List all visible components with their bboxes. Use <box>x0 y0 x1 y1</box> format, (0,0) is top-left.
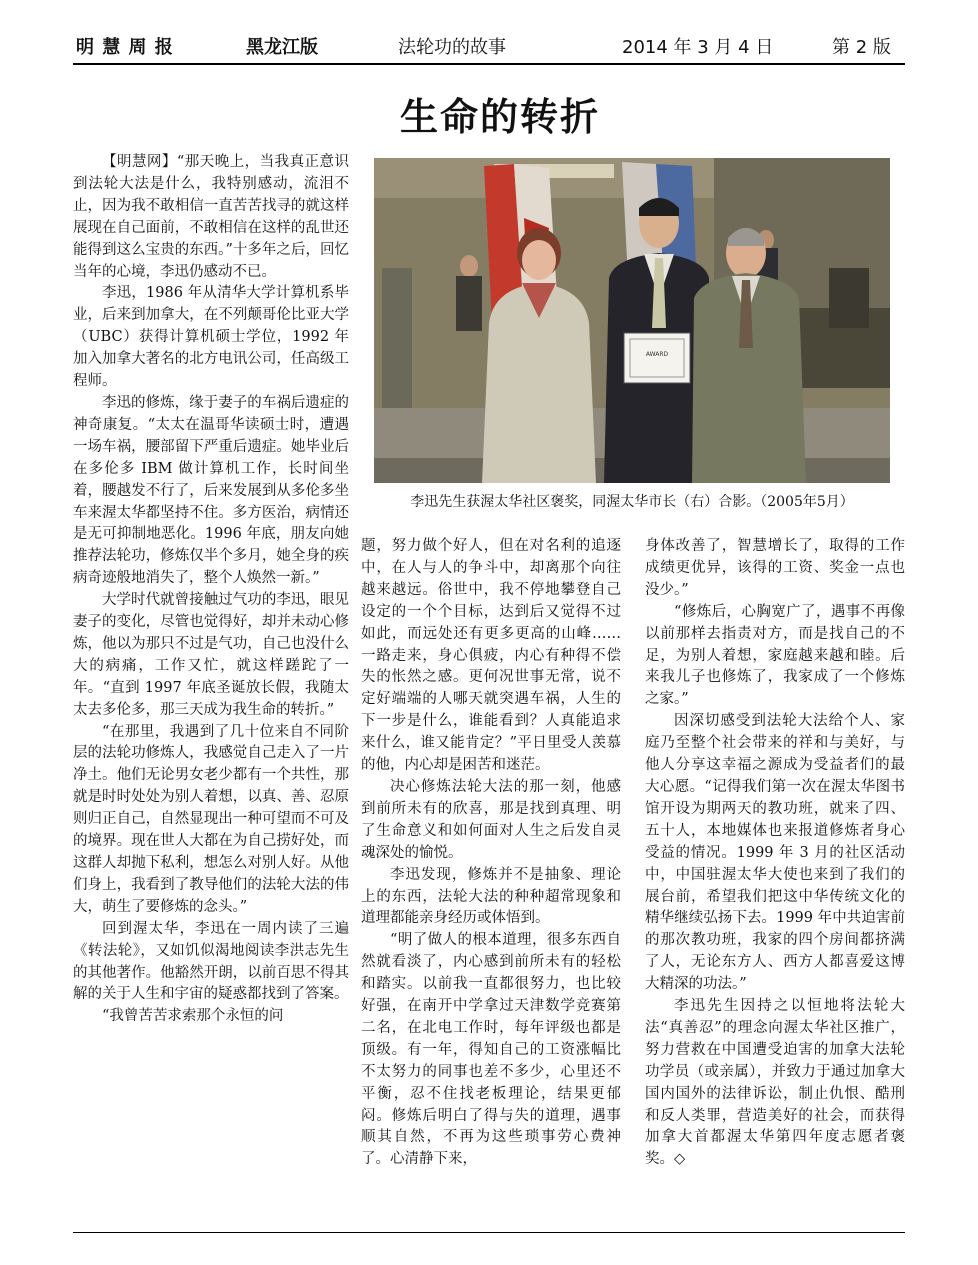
photo-caption: 李迅先生获渥太华社区褒奖，同渥太华市长（右）合影。（2005年5月） <box>410 494 854 510</box>
article-title: 生命的转折 <box>399 95 600 139</box>
paragraph: “明了做人的根本道理，很多东西自然就看淡了，内心感到前所未有的轻松和踏实。以前我一直都很努力，也比较好强，在南开中学拿过天津数学竞赛第二名，在北电工作时，每年评级也都是顶级。有一年，得知自己的工资涨幅比不太努力的同事也差不多少，心里还不平衡，忍不住找老板理论，结果更郁闷。修炼后明白了得与失的道理，遇事顺其自然，不再为这些琐事劳心费神了。心清静下来， <box>361 932 621 1168</box>
award-photo <box>374 158 890 483</box>
paragraph: “在那里，我遇到了几十位来自不同阶层的法轮功修炼人，我感觉自己走入了一片净土。他们无论男女老少都有一个共性，那就是时时处处为别人着想，以真、善、忍原则归正自己，自然显现出一种可望而不可及的境界。现在世人大都在为自己捞好处，而这群人却抛下私利，想怎么对别人好。从他们身上，我看到了教导他们的法轮大法的伟大，萌生了要修炼的念头。” <box>73 723 349 915</box>
paragraph: 身体改善了，智慧增长了，取得的工作成绩更优异，该得的工资、奖金一点也没少。” <box>645 538 905 598</box>
edition-label: 黑龙江版 <box>246 37 318 58</box>
paragraph: 大学时代就曾接触过气功的李迅，眼见妻子的变化，尽管也觉得好，却并未动心修炼，他以为那只不过是气功，自己也没什么大的病痛，工作又忙，就这样蹉跎了一年。“直到 1997 年底圣诞放长假，我随太太去多伦多，那三天成为我生命的转折。” <box>73 592 349 718</box>
masthead: 明 慧 周 报 <box>76 37 174 58</box>
paragraph: “修炼后，心胸宽广了，遇事不再像以前那样去指责对方，而是找自己的不足，为别人着想，家庭越来越和睦。后来我儿子也修炼了，我家成了一个修炼之家。” <box>645 603 905 708</box>
section-label: 法轮功的故事 <box>398 37 506 58</box>
paragraph: 【明慧网】“那天晚上，当我真正意识到法轮大法是什么，我特别感动，流泪不止，因为我不敢相信一直苦苦找寻的就这样展现在自己面前，不敢相信在这样的乱世还能得到这么宝贵的东西。”十多年之后，回忆当年的心境，李迅仍感动不已。 <box>73 154 349 280</box>
article-column-1 <box>73 152 349 1028</box>
certificate-text: AWARD <box>645 351 669 358</box>
page-number: 第 2 版 <box>832 37 891 58</box>
paragraph: 因深切感受到法轮大法给个人、家庭乃至整个社会带来的祥和与美好，与他人分享这幸福之源成为受益者们的最大心愿。“记得我们第一次在渥太华图书馆开设为期两天的教功班，就来了四、五十人，本地媒体也来报道修炼者身心受益的情况。1999 年 3 月的社区活动中，中国驻渥太华大使也来到了我们的展台前，希望我们把这中华传统文化的精华继续弘扬下去。1999 年中共迫害前的那次教功班，我家的四个房间都挤满了人，无论东方人、西方人都喜爱这博大精深的功法。” <box>645 713 905 993</box>
paragraph: 李迅先生因持之以恒地将法轮大法“真善忍”的理念向渥太华社区推广，努力营救在中国遭受迫害的加拿大法轮功学员（或亲属），并致力于通过加拿大国内国外的法律诉讼，制止仇恨、酷刑和反人类罪，营造美好的社会，而获得加拿大首都渥太华第四年度志愿者褒奖。◇ <box>645 998 905 1168</box>
paragraph: 李迅的修炼，缘于妻子的车祸后遗症的神奇康复。“太太在温哥华读硕士时，遭遇一场车祸，腰部留下严重后遗症。她毕业后在多伦多 IBM 做计算机工作，长时间坐着，腰越发不行了，后来发展到从多伦多坐车来渥太华都坚持不住。多方医治，病情还是无可抑制地恶化。1996 年底，朋友向她推荐法轮功，修炼仅半个多月，她全身的疾病奇迹般地消失了，整个人焕然一新。” <box>73 394 349 587</box>
header-rule <box>73 63 905 65</box>
paragraph: 决心修炼法轮大法的那一刻，他感到前所未有的欣喜，那是找到真理、明了生命意义和如何面对人生之后发自灵魂深处的愉悦。 <box>361 778 621 861</box>
issue-date: 2014 年 3 月 4 日 <box>622 37 774 58</box>
paragraph: 题，努力做个好人，但在对名利的追逐中，在人与人的争斗中，却离那个向往越来越远。俗世中，我不停地攀登自己设定的一个个目标，达到后又觉得不过如此，而远处还有更多更高的山峰……一路走来，身心俱疲，内心有种得不偿失的怅然之感。更何况世事无常，说不定好端端的人哪天就突遇车祸，人生的下一步是什么，谁能看到？人真能追求来什么，谁又能肯定？”平日里受人羡慕的他，内心却是困苦和迷茫。 <box>361 538 621 774</box>
article-column-3 <box>645 536 905 1171</box>
paragraph: 李迅，1986 年从清华大学计算机系毕业，后来到加拿大，在不列颠哥伦比亚大学（UBC）获得计算机硕士学位，1992 年加入加拿大著名的北方电讯公司，任高级工程师。 <box>73 285 349 390</box>
footer-rule <box>73 1232 905 1233</box>
paragraph: 李迅发现，修炼并不是抽象、理论上的东西，法轮大法的种种超常现象和道理都能亲身经历或体悟到。 <box>361 866 621 927</box>
article-column-2 <box>361 536 621 1171</box>
paragraph: 回到渥太华，李迅在一周内读了三遍《转法轮》，又如饥似渴地阅读李洪志先生的其他著作。他豁然开朗，以前百思不得其解的关于人生和宇宙的疑惑都找到了答案。 <box>73 920 349 1003</box>
paragraph: “我曾苦苦求索那个永恒的问 <box>102 1008 284 1025</box>
